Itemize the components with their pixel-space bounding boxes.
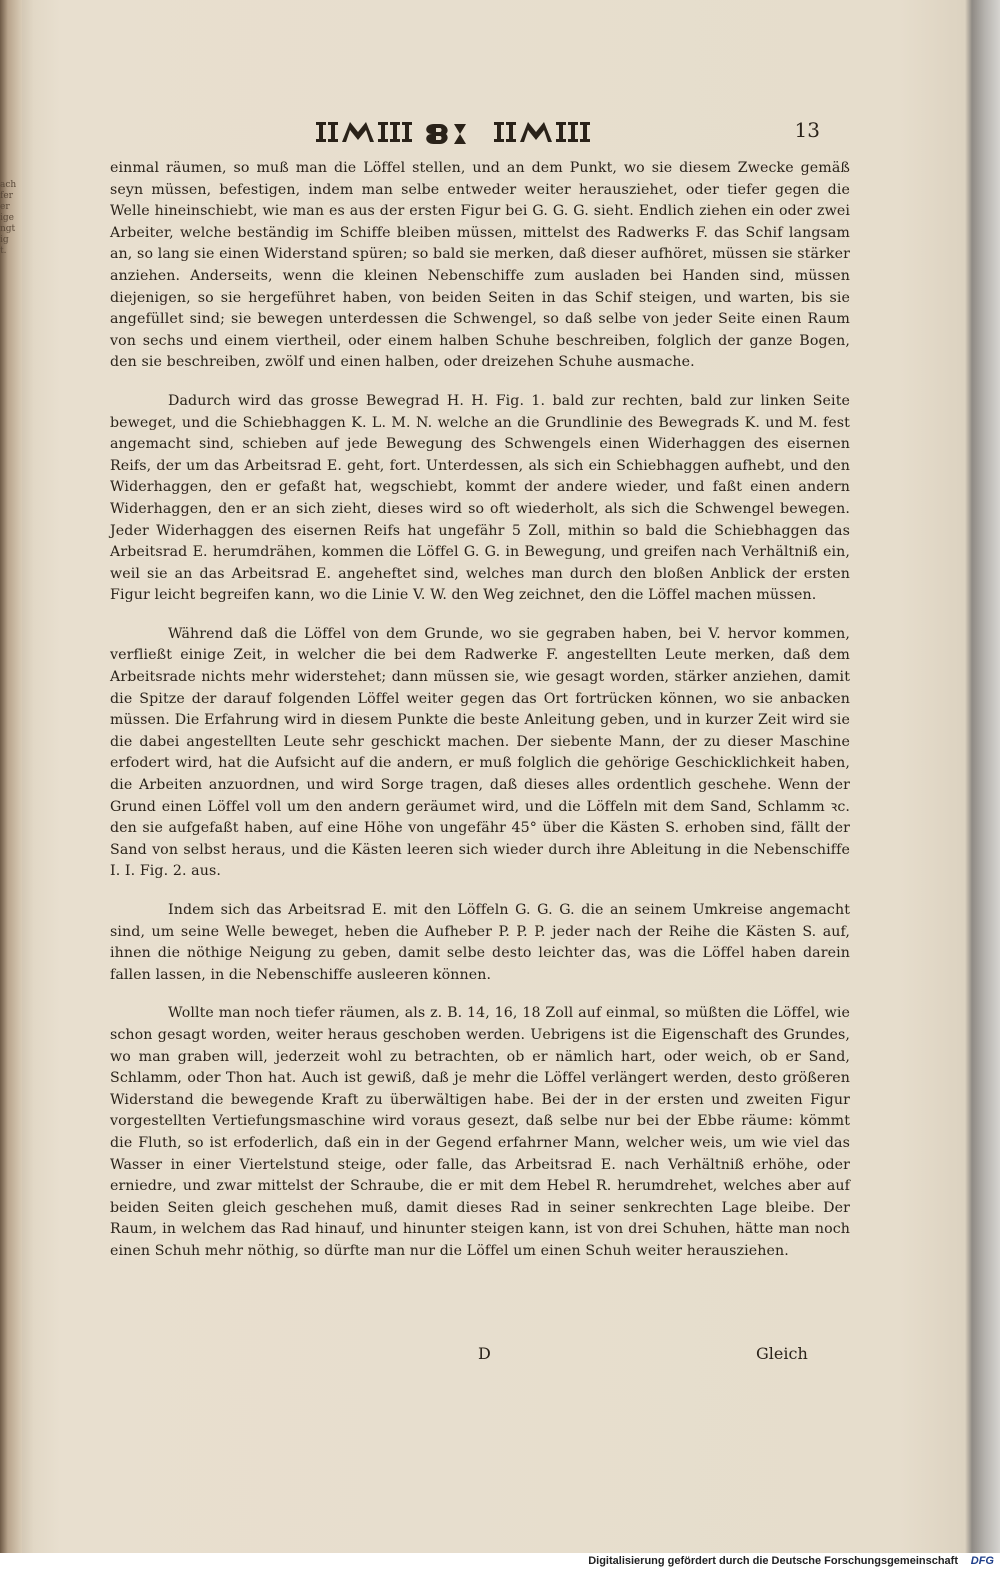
dfg-logo: DFG [970, 1555, 994, 1567]
paragraph: Während daß die Löffel von dem Grunde, wo sie gegraben haben, bei V. hervor kommen, verfließt einige Zeit, in welcher die bei dem Radwerke F. angestellten Leute merken, daß dem Arbeitsrade nichts mehr widerstehet; dann müssen sie, wie gesagt worden, stärker anziehen, damit die Spitze der darauf folgenden Löffel weiter gegen das Ort fortrücken können, wo sie anbacken müssen. Die Erfahrung wird in diesem Punkte die beste Anleitung geben, und in kurzer Zeit wird sie die dabei angestellten Leute sehr geschickt machen. Der siebente Mann, der zu dieser Maschine erfodert wird, hat die Aufsicht auf die andern, er muß folglich die gehörige Geschicklichkeit haben, die Arbeiten anzuordnen, und wird Sorge tragen, daß dieses alles ordentlich geschehe. Wenn der Grund einen Löffel voll um den andern geräumet wird, und die Löffeln mit dem Sand, Schlamm ꝛc. den sie aufgefaßt haben, auf eine Höhe von ungefähr 45° über die Kästen S. erhoben sind, fällt der Sand von selbst heraus, und die Kästen leeren sich wieder durch ihre Ableitung in die Nebenschiffe I. I. Fig. 2. aus. [110, 625, 850, 880]
document-page [38, 0, 970, 1571]
catchword: Gleich [756, 1344, 808, 1363]
paragraph: Dadurch wird das grosse Bewegrad H. H. Fig. 1. bald zur rechten, bald zur linken Seite beweget, und die Schiebhaggen K. L. M. N. welche an die Grundlinie des Bewegrads K. und M. fest angemacht sind, schieben auf jede Bewegung des Schwengels einen Widerhaggen des eisernen Reifs, der um das Arbeitsrad E. geht, fort. Unterdessen, als sich ein Schiebhaggen aufhebt, und den Widerhaggen, den er gefaßt hat, wegschiebt, kommt der andere wieder, und faßt einen andern Widerhaggen, den er an sich zieht, dieses wird so oft wiederholt, als sich die Schwengel bewegen. Jeder Widerhaggen des eisernen Reifs hat ungefähr 5 Zoll, mithin so bald die Schiebhaggen das Arbeitsrad E. herumdrähen, kommen die Löffel G. G. in Bewegung, und greifen nach Verhältniß ein, weil sie an das Arbeitsrad E. angeheftet sind, welches man durch den bloßen Anblick der ersten Figur leicht begreifen kann, wo die Linie V. W. den Weg zeichnet, den die Löffel machen müssen. [110, 392, 850, 604]
margin-note: ig [0, 235, 9, 245]
margin-note: fer [0, 191, 13, 201]
margin-note: ige [0, 213, 14, 223]
signature-mark: D [478, 1344, 491, 1363]
typographic-ornament [316, 118, 626, 146]
credit-text: Digitalisierung gefördert durch die Deutsche Forschungsgemeinschaft [588, 1555, 958, 1567]
paragraph: Indem sich das Arbeitsrad E. mit den Löffeln G. G. G. die an seinem Umkreise angemacht sind, um seine Welle beweget, heben die Aufheber P. P. P. jeder nach der Reihe die Kästen S. auf, ihnen die nöthige Neigung zu geben, damit selbe desto leichter das, was die Löffel haben darein fallen lassen, in die Nebenschiffe ausleeren können. [110, 902, 850, 983]
margin-note: t. [0, 246, 7, 256]
page-header [38, 116, 970, 150]
body-text [110, 158, 850, 1280]
page-footer [38, 1344, 970, 1368]
margin-note: ngt [0, 224, 16, 234]
margin-note: er [0, 202, 10, 212]
paragraph: einmal räumen, so muß man die Löffel stellen, und an dem Punkt, wo sie diesem Zwecke gemäß seyn müssen, befestigen, indem man selbe entweder weiter herausziehet, oder tiefer gegen die Welle hineinschiebt, wie man es aus der ersten Figur bei G. G. G. sieht. Endlich ziehen ein oder zwei Arbeiter, welche beständig im Schiffe bleiben müssen, mittelst des Radwerks F. das Schif langsam an, so lang sie einen Widerstand spüren; so bald sie merken, daß dieser aufhöret, müssen sie stärker anziehen. Anderseits, wenn die kleinen Nebenschiffe zum ausladen bei Handen sind, müssen diejenigen, so sie hergeführet haben, von beiden Seiten in das Schif steigen, und warten, bis sie angefüllet sind; sie bewegen unterdessen die Schwengel, so daß selbe von jeder Seite einen Raum von sechs und einem viertheil, oder einem halben Schuhe beschreiben, folglich der ganze Bogen, den sie beschreiben, zwölf und einen halben, oder dreizehen Schuhe ausmache. [110, 160, 850, 371]
digitization-credit-bar [0, 1553, 1000, 1571]
margin-note: ach [0, 180, 17, 190]
margin-notes [0, 180, 22, 480]
page-number: 13 [794, 118, 820, 142]
paragraph: Wollte man noch tiefer räumen, als z. B. 14, 16, 18 Zoll auf einmal, so müßten die Löffel, wie schon gesagt worden, weiter heraus geschoben werden. Uebrigens ist die Eigenschaft des Grundes, wo man graben will, jederzeit wohl zu betrachten, ob er nämlich hart, oder weich, ob er Sand, Schlamm, oder Thon hat. Auch ist gewiß, daß je mehr die Löffel verlängert werden, desto größeren Widerstand die bewegende Kraft zu überwältigen habe. Bei der in der ersten und zweiten Figur vorgestellten Vertiefungsmaschine wird voraus gesezt, daß selbe nur bei der Ebbe räume: kömmt die Fluth, so ist erfoderlich, daß ein in der Gegend erfahrner Mann, welcher weis, um wie viel das Wasser in einer Viertelstund steige, oder falle, das Arbeitsrad E. nach Verhältniß erhöhe, oder erniedre, und zwar mittelst der Schraube, die er mit dem Hebel R. herumdrehet, welches aber auf beiden Seiten gleich geschehen muß, damit dieses Rad in seiner senkrechten Lage bleibe. Der Raum, in welchem das Rad hinauf, und hinunter steigen kann, ist von drei Schuhen, hätte man noch einen Schuh mehr nöthig, so dürfte man nur die Löffel um einen Schuh weiter herausziehen. [110, 1005, 850, 1259]
